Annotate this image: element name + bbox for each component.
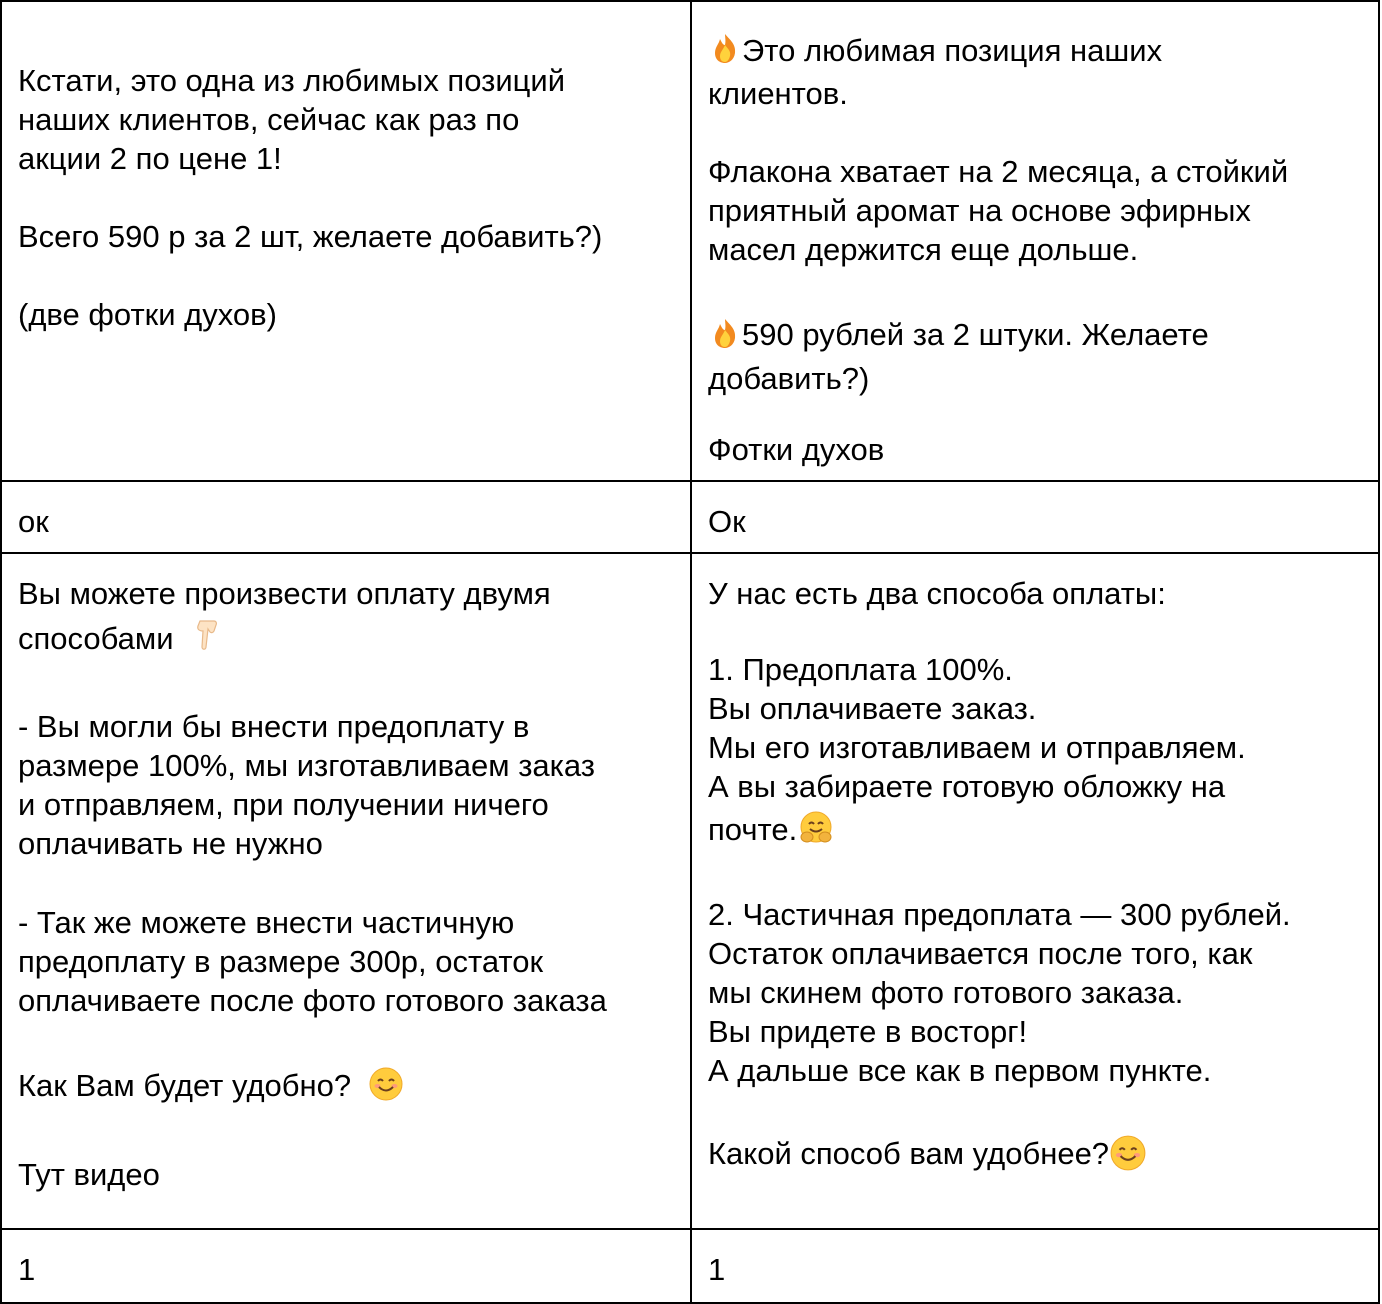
text-line: приятный аромат на основе эфирных — [708, 193, 1251, 229]
table-cell-right[interactable] — [690, 0, 1380, 482]
text-line: ок — [18, 504, 49, 539]
text-line: оплачиваете после фото готового заказа — [18, 983, 607, 1018]
table-row — [0, 552, 1382, 1230]
text-line: (две фотки духов) — [18, 297, 277, 332]
text-line: 1 — [18, 1252, 36, 1287]
table-cell-right[interactable] — [690, 552, 1380, 1230]
text-line: добавить?) — [708, 360, 870, 396]
text-line: Кстати, это одна из любимых позиций — [18, 63, 566, 98]
fire-icon — [708, 31, 742, 74]
text-line: Флакона хватает на 2 месяца, а стойкий — [708, 154, 1289, 190]
text-line: клиентов. — [708, 76, 848, 112]
text-line: 1 — [708, 1252, 726, 1287]
text-line: 590 рублей за 2 штуки. Желаете — [708, 315, 1366, 358]
text-line: наших клиентов, сейчас как раз по — [18, 102, 520, 137]
text-line: способами — [18, 619, 678, 662]
text-line: Тут видео — [18, 1157, 160, 1192]
text-line: Какой способ вам удобнее? — [708, 1134, 1366, 1181]
text-line: А дальше все как в первом пункте. — [708, 1053, 1212, 1088]
table-cell-right[interactable] — [690, 1228, 1380, 1304]
text-line: Это любимая позиция наших — [708, 31, 1366, 74]
smiling-face-icon — [368, 1066, 404, 1111]
text-line: Всего 590 р за 2 шт, желаете добавить?) — [18, 219, 603, 254]
text-line: Ок — [708, 504, 746, 539]
table-row — [0, 0, 1382, 482]
table-cell-left[interactable] — [0, 1228, 692, 1304]
text-line: оплачивать не нужно — [18, 826, 323, 861]
text-line: - Вы могли бы внести предоплату в — [18, 709, 530, 744]
text-line: предоплату в размере 300р, остаток — [18, 944, 544, 979]
text-line: мы скинем фото готового заказа. — [708, 975, 1184, 1010]
pointing-down-icon — [192, 619, 220, 662]
text-line: У нас есть два способа оплаты: — [708, 576, 1166, 611]
text-line: Вы можете произвести оплату двумя — [18, 576, 551, 611]
text-line: почте. — [708, 810, 1366, 857]
table-row — [0, 480, 1382, 554]
text-line: 2. Частичная предоплата — 300 рублей. — [708, 897, 1291, 932]
smiling-face-icon — [1109, 1134, 1147, 1181]
text-line: Фотки духов — [708, 431, 885, 467]
text-line: Как Вам будет удобно? — [18, 1066, 678, 1111]
text-line: акции 2 по цене 1! — [18, 141, 282, 176]
text-line: и отправляем, при получении ничего — [18, 787, 549, 822]
table-cell-left[interactable] — [0, 0, 692, 482]
table-row — [0, 1228, 1382, 1304]
hugging-face-icon — [797, 810, 835, 857]
text-line: Остаток оплачивается после того, как — [708, 936, 1253, 971]
text-line: масел держится еще дольше. — [708, 232, 1139, 268]
text-line: А вы забираете готовую обложку на — [708, 769, 1226, 804]
table-cell-left[interactable] — [0, 552, 692, 1230]
text-line: размере 100%, мы изготавливаем заказ — [18, 748, 596, 783]
text-line: Вы придете в восторг! — [708, 1014, 1028, 1049]
text-line: Мы его изготавливаем и отправляем. — [708, 730, 1246, 765]
text-line: 1. Предоплата 100%. — [708, 652, 1013, 687]
table-cell-right[interactable] — [690, 480, 1380, 554]
text-line: - Так же можете внести частичную — [18, 905, 515, 940]
table-cell-left[interactable] — [0, 480, 692, 554]
text-line: Вы оплачиваете заказ. — [708, 691, 1037, 726]
fire-icon — [708, 316, 742, 359]
